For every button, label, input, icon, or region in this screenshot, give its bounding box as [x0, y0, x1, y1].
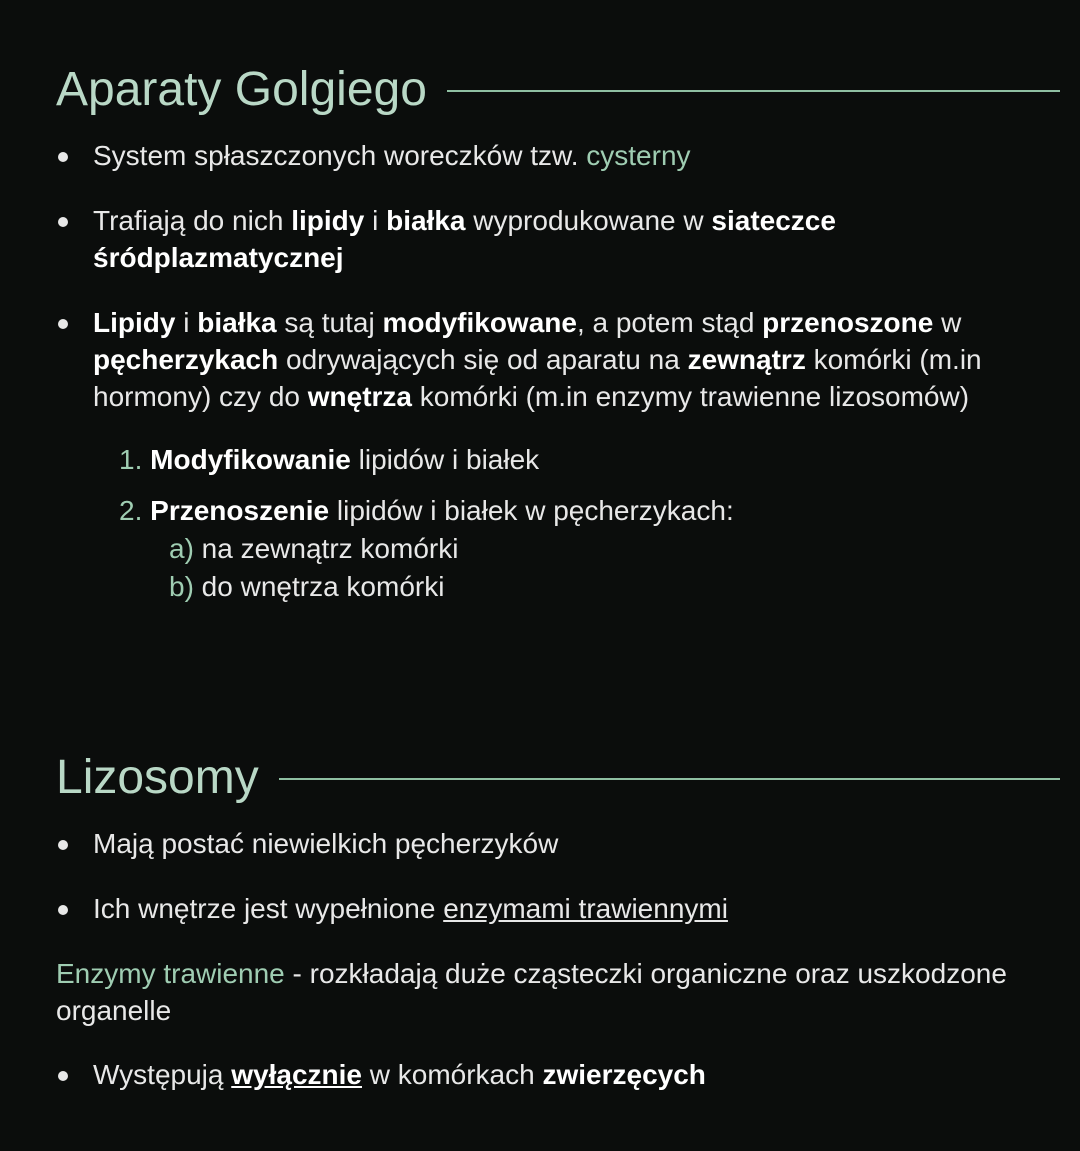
- sublist-item-a: [0, 530, 1080, 568]
- text: w komórkach: [361, 1059, 543, 1090]
- text: komórki (m.in hormony) czy do: [93, 344, 982, 412]
- bold-term: wnętrza: [307, 381, 412, 412]
- term-cysterny: cysterny: [586, 140, 691, 171]
- bold-term: siateczce śródplazmatycznej: [93, 205, 836, 273]
- lizosomy-section: [0, 748, 1080, 1093]
- bold-term: Przenoszenie: [150, 495, 330, 526]
- list-item-2: [0, 492, 1080, 530]
- lizosomy-bullet-3: [0, 1056, 1080, 1093]
- bold-term: modyfikowane: [382, 307, 577, 338]
- bold-term: przenoszone: [762, 307, 934, 338]
- list-item-1: [0, 441, 1080, 479]
- term-enzymy: Enzymy trawienne: [56, 958, 285, 989]
- text: lipidów i białek w pęcherzykach:: [329, 495, 734, 526]
- golgi-title: Aparaty Golgiego: [56, 60, 447, 120]
- list-marker: b): [169, 571, 194, 602]
- bold-term: białka: [197, 307, 277, 338]
- golgi-heading-row: [0, 60, 1080, 120]
- list-marker: a): [169, 533, 194, 564]
- bullet-text: System spłaszczonych woreczków tzw.: [93, 140, 587, 171]
- bold-term: zewnątrz: [687, 344, 806, 375]
- golgi-bullet-2: [0, 202, 1080, 276]
- lizosomy-bullet-2: [0, 890, 1080, 927]
- text: na zewnątrz komórki: [193, 533, 459, 564]
- sublist-item-b: [0, 568, 1080, 606]
- enzymes-definition: [0, 955, 1080, 1029]
- bold-term: lipidy: [291, 205, 365, 236]
- text: w: [933, 307, 962, 338]
- bold-term: Modyfikowanie: [150, 444, 351, 475]
- text: Ich wnętrze jest wypełnione: [93, 893, 444, 924]
- golgi-bullet-1: [0, 137, 1080, 174]
- golgi-bullet-3: [0, 304, 1080, 415]
- bold-term: zwierzęcych: [542, 1059, 706, 1090]
- lizosomy-heading-row: [0, 748, 1080, 808]
- text: do wnętrza komórki: [193, 571, 445, 602]
- lizosomy-title: Lizosomy: [56, 748, 279, 808]
- bold-term: białka: [386, 205, 466, 236]
- text: odrywających się od aparatu na: [278, 344, 688, 375]
- text: i: [364, 205, 387, 236]
- text: są tutaj: [276, 307, 383, 338]
- list-marker: 1.: [119, 444, 143, 475]
- text: i: [175, 307, 198, 338]
- bold-term: pęcherzykach: [93, 344, 279, 375]
- bold-term: Lipidy: [93, 307, 176, 338]
- list-marker: 2.: [119, 495, 143, 526]
- text: komórki (m.in enzymy trawienne lizosomów): [412, 381, 970, 412]
- text: Występują: [93, 1059, 232, 1090]
- underlined-term: enzymami trawiennymi: [443, 893, 728, 924]
- text: - rozkładają duże cząsteczki organiczne oraz uszkodzone organelle: [56, 958, 1007, 1026]
- text: wyprodukowane w: [465, 205, 712, 236]
- text: Trafiają do nich: [93, 205, 292, 236]
- text: , a potem stąd: [576, 307, 763, 338]
- bold-term: wyłącznie: [231, 1059, 362, 1090]
- golgi-section: [0, 60, 1080, 606]
- lizosomy-bullet-1: Mają postać niewielkich pęcherzyków: [0, 825, 1080, 862]
- text: lipidów i białek: [350, 444, 540, 475]
